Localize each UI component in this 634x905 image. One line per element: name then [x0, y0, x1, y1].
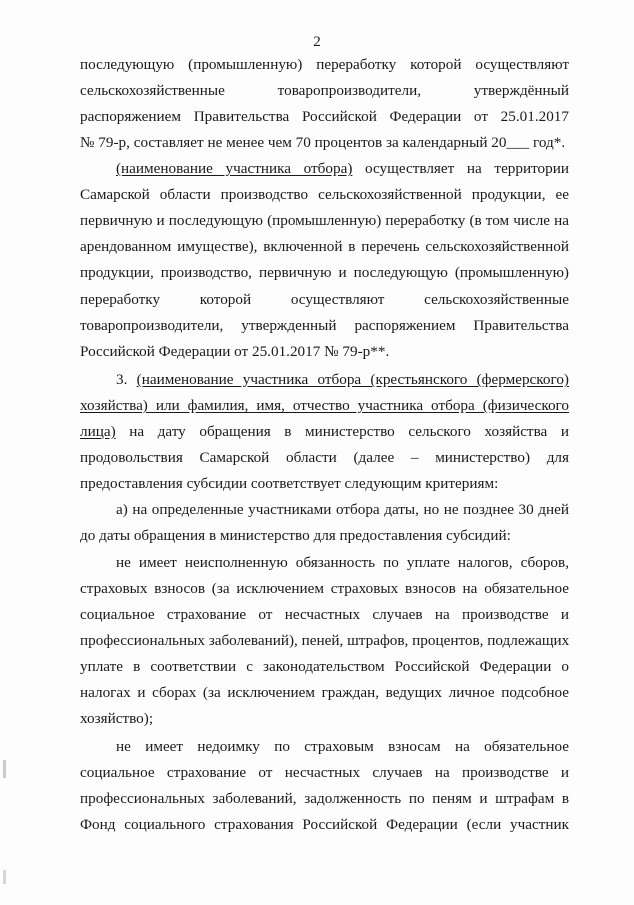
text-line: страховых взносов (за исключением страховых взносов на обязательное	[80, 580, 569, 597]
text-line: Российской Федерации от 25.01.2017 № 79-р**.	[80, 343, 390, 360]
text-line: первичную и последующую (промышленную) переработку (в том числе на	[80, 212, 569, 229]
text-line: товаропроизводители, утвержденный распоряжением Правительства	[80, 317, 569, 334]
text-line: переработку которой осуществляют сельскохозяйственные	[80, 291, 569, 308]
text-line: последующую (промышленную) переработку которой осуществляют	[80, 56, 569, 73]
placeholder-participant-name: лица)	[80, 423, 116, 440]
page-number: 2	[313, 34, 321, 50]
text-line: сельскохозяйственные товаропроизводители, утверждённый	[80, 82, 569, 99]
text-line: социальное страхование от несчастных случаев на производстве и	[80, 764, 569, 781]
placeholder-participant-name: (наименование участника отбора (крестьянского (фермерского)	[136, 371, 569, 388]
text-line: а) на определенные участниками отбора даты, но не позднее 30 дней	[116, 501, 569, 518]
text-line: распоряжением Правительства Российской Федерации от 25.01.2017	[80, 108, 569, 125]
scan-artifact	[3, 870, 6, 884]
text-line: (наименование участника отбора) осуществляет на территории	[116, 160, 569, 177]
text-line: хозяйство);	[80, 710, 154, 727]
text-line: предоставления субсидии соответствует следующим критериям:	[80, 475, 499, 492]
text-line: социальное страхование от несчастных случаев на производстве и	[80, 606, 569, 623]
text-line: лица) на дату обращения в министерство сельского хозяйства и	[80, 423, 569, 440]
text-line: Самарской области производство сельскохозяйственной продукции, ее	[80, 186, 569, 203]
text-line: продовольствия Самарской области (далее – министерство) для	[80, 449, 569, 466]
text-line: уплате в соответствии с законодательством Российской Федерации о	[80, 658, 569, 675]
text-line: № 79-р, составляет не менее чем 70 процентов за календарный 20___ год*.	[80, 134, 566, 151]
text-line: арендованном имуществе), включенной в перечень сельскохозяйственной	[80, 238, 569, 255]
text-line: не имеет неисполненную обязанность по уплате налогов, сборов,	[116, 554, 569, 571]
scan-artifact	[3, 760, 6, 778]
text-line: 3. (наименование участника отбора (крестьянского (фермерского)	[116, 371, 569, 388]
text-line: до даты обращения в министерство для предоставления субсидий:	[80, 527, 511, 544]
text-line: профессиональных заболеваний, задолженность по пеням и штрафам в	[80, 790, 569, 807]
text-line	[80, 395, 569, 417]
text-line: профессиональных заболеваний), пеней, штрафов, процентов, подлежащих	[80, 632, 569, 649]
placeholder-participant-name: (наименование участника отбора)	[116, 160, 353, 177]
placeholder-participant-name: хозяйства) или фамилия, имя, отчество участника отбора (физического	[80, 397, 569, 414]
text-line: Фонд социального страхования Российской Федерации (если участник	[80, 816, 569, 833]
text-line: не имеет недоимку по страховым взносам на обязательное	[116, 738, 569, 755]
text-line: налогах и сборах (за исключением граждан, ведущих личное подсобное	[80, 684, 569, 701]
text-line: продукции, производство, первичную и последующую (промышленную)	[80, 264, 569, 281]
